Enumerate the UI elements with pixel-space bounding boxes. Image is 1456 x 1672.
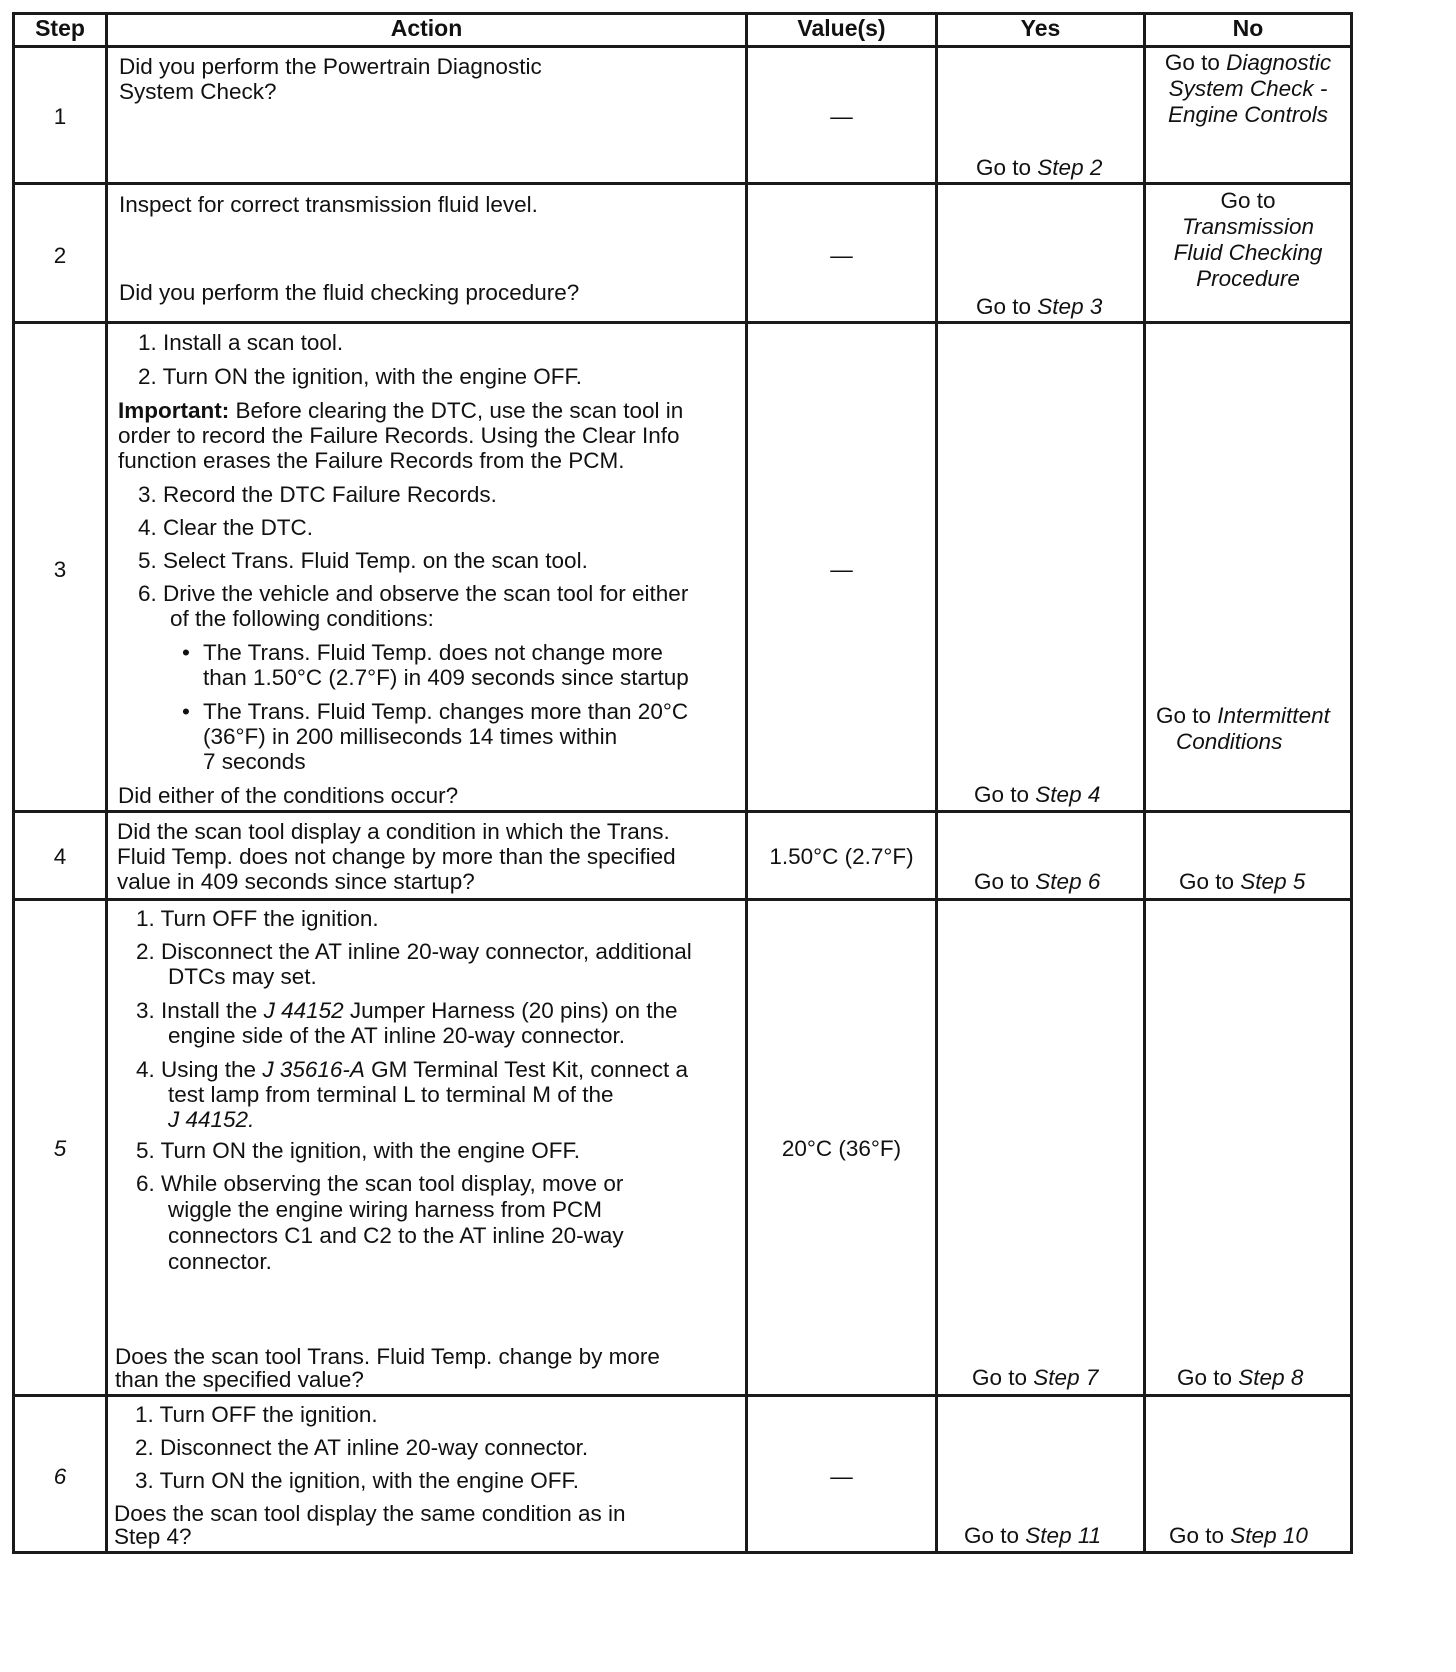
list-item: wiggle the engine wiring harness from PCM [168, 1197, 602, 1222]
important-label: Important: [118, 398, 230, 423]
column-divider [935, 12, 938, 1554]
no-target: Diagnostic [1226, 50, 1332, 75]
no-target: Intermittent [1217, 703, 1330, 728]
item-text: 3. Install the [136, 998, 264, 1023]
action-text: Did the scan tool display a condition in which the Trans. [117, 819, 670, 844]
table-border-bottom [12, 1551, 1353, 1554]
go-to-text: Go to [974, 782, 1030, 807]
list-item: connectors C1 and C2 to the AT inline 20-way [168, 1223, 624, 1248]
step-ref: Step 4 [1035, 782, 1101, 807]
step-ref: Step 6 [1035, 869, 1101, 894]
header-divider [12, 45, 1353, 48]
item-text: 4. Using the [136, 1057, 263, 1082]
list-item: engine side of the AT inline 20-way connector. [168, 1023, 625, 1048]
go-to-text: Go to [1169, 1523, 1225, 1548]
list-item: 1. Turn OFF the ignition. [135, 1402, 378, 1427]
go-to-text: Go to [1220, 188, 1276, 213]
step-number: 5 [53, 1136, 67, 1161]
go-to-text: Go to [974, 869, 1030, 894]
go-to-text: Go to [1156, 703, 1212, 728]
step-number: 1 [53, 104, 67, 129]
value-text: 20°C (36°F) [781, 1136, 902, 1161]
no-target: Conditions [1176, 729, 1283, 754]
step-ref: Step 3 [1037, 294, 1103, 319]
no-link[interactable] [1177, 1364, 1303, 1391]
action-text: Did you perform the Powertrain Diagnostic [119, 54, 542, 79]
go-to-text: Go to [1179, 869, 1235, 894]
value-dash: — [830, 557, 853, 582]
no-link[interactable] [1179, 868, 1305, 895]
list-item: 4. Clear the DTC. [138, 515, 314, 540]
table-border-right [1350, 12, 1353, 1554]
list-item: of the following conditions: [170, 606, 434, 631]
row-divider [12, 898, 1353, 901]
bullet-text: than 1.50°C (2.7°F) in 409 seconds since startup [203, 665, 689, 690]
tool-ref: J 44152 [263, 998, 344, 1023]
row-divider [12, 1394, 1353, 1397]
go-to-text: Go to [964, 1523, 1020, 1548]
step-ref: Step 8 [1238, 1365, 1304, 1390]
bullet-item [182, 639, 190, 666]
list-item [136, 1056, 688, 1083]
go-to-text: Go to [976, 155, 1032, 180]
value-text: 1.50°C (2.7°F) [769, 844, 914, 869]
header-no: No [1232, 15, 1264, 41]
action-text: Fluid Temp. does not change by more than the specified [117, 844, 676, 869]
important-text: function erases the Failure Records from the PCM. [118, 448, 625, 473]
action-text: Inspect for correct transmission fluid level. [119, 192, 538, 217]
list-item: 6. While observing the scan tool display, move or [136, 1171, 624, 1196]
header-yes: Yes [1020, 15, 1061, 41]
column-divider [105, 12, 108, 1554]
list-item: 5. Select Trans. Fluid Temp. on the scan tool. [138, 548, 588, 573]
value-dash: — [830, 104, 853, 129]
action-text: Did you perform the fluid checking procedure? [119, 280, 580, 305]
important-text: order to record the Failure Records. Using the Clear Info [118, 423, 680, 448]
list-item: 2. Disconnect the AT inline 20-way connector, additional [136, 939, 692, 964]
yes-link[interactable] [974, 781, 1100, 808]
step-ref: Step 7 [1033, 1365, 1099, 1390]
bullet-item [182, 698, 190, 725]
list-item: 1. Turn OFF the ignition. [136, 906, 379, 931]
bullet-text: The Trans. Fluid Temp. changes more than 20°C [203, 699, 689, 724]
action-question: Step 4? [114, 1524, 192, 1549]
go-to-text: Go to [976, 294, 1032, 319]
list-item: 2. Turn ON the ignition, with the engine OFF. [138, 364, 582, 389]
step-ref: Step 2 [1037, 155, 1103, 180]
list-item: 6. Drive the vehicle and observe the scan tool for either [138, 581, 689, 606]
list-item: 3. Turn ON the ignition, with the engine OFF. [135, 1468, 579, 1493]
no-link[interactable] [1156, 703, 1330, 755]
bullet-text: The Trans. Fluid Temp. does not change more [203, 640, 663, 665]
no-target: Procedure [1196, 266, 1300, 291]
item-text: GM Terminal Test Kit, connect a [364, 1057, 688, 1082]
item-text: Jumper Harness (20 pins) on the [343, 998, 678, 1023]
row-divider [12, 182, 1353, 185]
yes-link[interactable] [976, 154, 1102, 181]
action-question: Does the scan tool display the same condition as in [114, 1501, 626, 1526]
action-question: than the specified value? [115, 1367, 364, 1392]
row-divider [12, 810, 1353, 813]
no-link[interactable] [1169, 1522, 1308, 1549]
row-divider [12, 321, 1353, 324]
action-text: value in 409 seconds since startup? [117, 869, 475, 894]
action-question: Does the scan tool Trans. Fluid Temp. change by more [115, 1344, 660, 1369]
important-note [118, 397, 683, 424]
go-to-text: Go to [1177, 1365, 1233, 1390]
list-item: test lamp from terminal L to terminal M of the [168, 1082, 614, 1107]
go-to-text: Go to [1164, 50, 1220, 75]
yes-link[interactable] [964, 1522, 1101, 1549]
list-item: 2. Disconnect the AT inline 20-way connector. [135, 1435, 589, 1460]
step-number: 4 [53, 844, 67, 869]
step-ref: Step 11 [1025, 1523, 1102, 1548]
header-values: Value(s) [797, 15, 886, 41]
no-target: Transmission [1181, 214, 1315, 239]
yes-link[interactable] [976, 293, 1102, 320]
list-item: 3. Record the DTC Failure Records. [138, 482, 497, 507]
step-ref: Step 10 [1230, 1523, 1308, 1548]
value-dash: — [830, 1464, 853, 1489]
action-text: System Check? [119, 79, 277, 104]
step-number: 2 [53, 243, 67, 268]
no-link[interactable] [1146, 188, 1350, 292]
action-question: Did either of the conditions occur? [118, 783, 459, 808]
list-item: DTCs may set. [168, 964, 317, 989]
no-target: Engine Controls [1167, 102, 1329, 127]
step-number: 3 [53, 557, 67, 582]
bullet-text: (36°F) in 200 milliseconds 14 times within [203, 724, 618, 749]
bullet-text: 7 seconds [203, 749, 306, 774]
go-to-text: Go to [972, 1365, 1028, 1390]
list-item: 1. Install a scan tool. [138, 330, 344, 355]
step-number: 6 [53, 1464, 67, 1489]
bullet-icon: • [182, 699, 190, 724]
no-target: Fluid Checking [1173, 240, 1323, 265]
tool-ref: J 44152. [168, 1107, 255, 1132]
list-item: 5. Turn ON the ignition, with the engine OFF. [136, 1138, 580, 1163]
tool-ref: J 35616-A [262, 1057, 365, 1082]
bullet-icon: • [182, 640, 190, 665]
yes-link[interactable] [972, 1364, 1098, 1391]
header-step: Step [35, 15, 85, 41]
no-link[interactable] [1146, 50, 1350, 128]
header-action: Action [390, 15, 463, 41]
yes-link[interactable] [974, 868, 1100, 895]
no-target: System Check - [1168, 76, 1328, 101]
list-item [136, 997, 678, 1024]
list-item: connector. [168, 1249, 272, 1274]
important-text: Before clearing the DTC, use the scan tool in [229, 398, 684, 423]
step-ref: Step 5 [1240, 869, 1306, 894]
value-dash: — [830, 243, 853, 268]
